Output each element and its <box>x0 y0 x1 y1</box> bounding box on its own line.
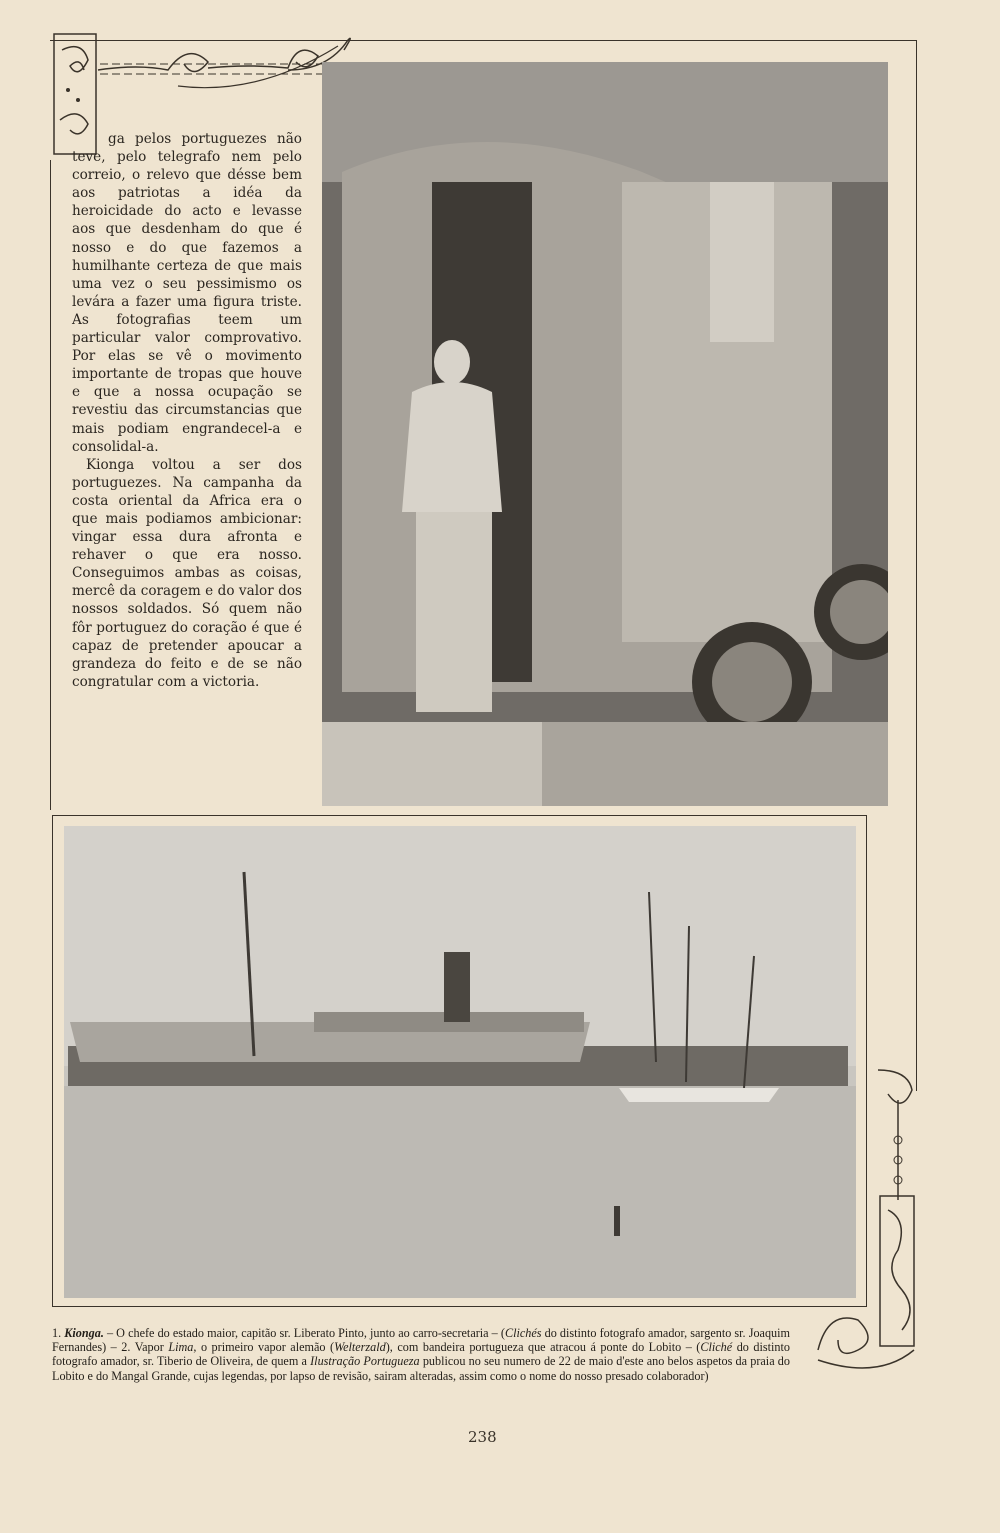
page-frame-left <box>50 160 51 810</box>
photo-steamer-lima-at-lobito <box>64 826 856 1298</box>
photo-caption <box>52 1326 790 1383</box>
article-text <box>72 130 302 691</box>
caption-text: do distinto fotografo amador, sargento sr. Joaquim Fernandes) – 2. Vapor <box>52 1326 790 1355</box>
caption-text: Cliché <box>700 1340 733 1355</box>
paragraph-1: ga pelos portuguezes não teve, pelo telegrafo nem pelo correio, o relevo que désse bem aos patriotas a idéa da heroicidade do acto e levasse aos que desdenham do que é nosso e do que fazemos a humilhante certeza de que mais uma vez o seu pessimismo os levára a fazer uma figura triste. As fotografias teem um particular valor comprovativo. Por elas se vê o movimento importante de tropas que houve e que a nossa ocupação se revestiu das circumstancias que mais podiam engrandecel-a e consolidal-a. <box>72 131 302 455</box>
page-number: 238 <box>468 1428 497 1446</box>
caption-text: Clichés <box>504 1326 542 1340</box>
caption-ship-name: Lima <box>168 1340 194 1355</box>
caption-place: Kionga. <box>64 1326 104 1340</box>
caption-text: ), com bandeira portugueza que atracou á ponte do Lobito – ( <box>385 1340 701 1355</box>
ship-photo-icon <box>64 826 856 1298</box>
caption-text: publicou no seu numero de 22 de maio d'este ano belos aspetos da praia do Lobito e do Mangal Grande, cujas legendas, por lapso de revisão, sairam alteradas, assim como o nome do nosso presado colaborador) <box>52 1354 790 1383</box>
wagon-photo-icon <box>322 62 888 806</box>
paragraph-2: Kionga voltou a ser dos portuguezes. Na campanha da costa oriental da Africa era o que mais podiamos ambicionar: vingar essa dura afronta e rehaver o que era nosso. Conseguimos ambas as coisas, mercê da coragem e do valor dos nossos soldados. Só quem não fôr portuguez do coração é que é capaz de pretender apoucar a grandeza do feito e de se não congratular com a victoria. <box>72 456 302 690</box>
caption-ship-former-name: Welterzald <box>334 1340 386 1355</box>
caption-number: 1. <box>52 1326 62 1340</box>
ornament-bottom-right-icon <box>808 1060 918 1390</box>
caption-magazine-name: Ilustração Portugueza <box>310 1354 420 1369</box>
caption-text: , o primeiro vapor alemão ( <box>193 1340 335 1355</box>
caption-text: – O chefe do estado maior, capitão sr. Liberato Pinto, junto ao carro-secretaria – ( <box>103 1326 505 1340</box>
caption-text: do distinto fotografo amador, sr. Tiberio de Oliveira, de quem a <box>52 1340 790 1369</box>
photo-officer-beside-wagon <box>322 62 888 806</box>
